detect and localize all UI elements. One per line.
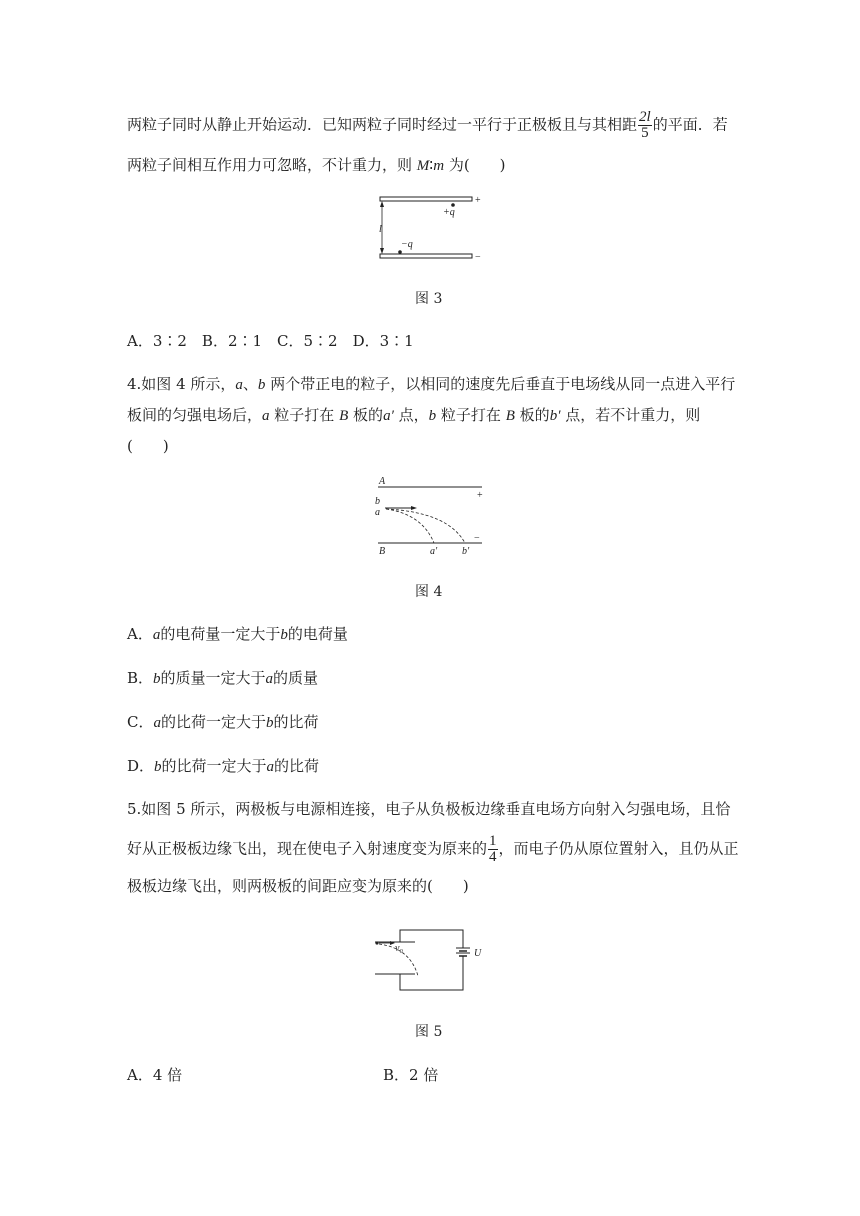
- label-b: b: [375, 496, 380, 507]
- label-a-prime: a′: [430, 546, 438, 557]
- q4-line2-text-d: 点，: [398, 406, 429, 424]
- q5-fraction: [488, 834, 498, 865]
- q4-line2-text-b: 粒子打在: [274, 406, 335, 424]
- negative-plate: [380, 254, 472, 258]
- option-var: b: [266, 715, 274, 731]
- figure-4-caption: 图 4: [415, 584, 443, 600]
- option-prefix: C．: [127, 713, 154, 731]
- q5-line2-text-b: ，而电子仍从原位置射入，且仍从正: [498, 839, 739, 858]
- q4-line1-text-a: 4.如图 4 所示，: [127, 375, 236, 393]
- label-plus-q: +q: [443, 207, 455, 218]
- label-v0: v₀: [395, 943, 403, 954]
- q3-line2-text-b: 为( ): [448, 156, 506, 174]
- label-minus: −: [474, 533, 480, 544]
- q4-text-line3: ( ): [127, 437, 169, 455]
- q5-text-line2: [127, 834, 739, 865]
- figure-3: [370, 192, 490, 264]
- arrow-head-down: [380, 248, 384, 254]
- fraction-denominator: 4: [489, 849, 497, 865]
- label-U: U: [474, 948, 482, 959]
- label-plus: +: [477, 490, 483, 501]
- figure-3-caption: 图 3: [415, 291, 443, 307]
- option-text: 的比荷一定大于: [160, 713, 266, 731]
- label-a: a: [375, 507, 380, 518]
- separator: 、: [242, 375, 258, 393]
- label-B: B: [379, 546, 386, 557]
- q4-option-d: [127, 756, 319, 777]
- q4-line2-text-f: 板的: [519, 406, 550, 424]
- arrow-head-up: [380, 201, 384, 207]
- ratio-symbol: ∶: [429, 156, 434, 174]
- q3-options: A．3∶2 B．2∶1 C．5∶2 D．3∶1: [127, 332, 414, 350]
- q4-text-line1: [127, 374, 735, 395]
- fraction-numerator: 2l: [639, 109, 651, 125]
- var-m: m: [433, 158, 445, 174]
- option-prefix: D．: [127, 757, 155, 775]
- q5-text-line3: 极板边缘飞出，则两极板的间距应变为原来的( ): [127, 877, 469, 895]
- var-B: B: [339, 408, 349, 424]
- option-var: a: [152, 627, 161, 643]
- option-text: 的比荷一定大于: [161, 757, 267, 775]
- q4-line2-text-a: 板间的匀强电场后，: [127, 406, 263, 424]
- q4-line1-text-b: 两个带正电的粒子，以相同的速度先后垂直于电场线从同一点进入平行: [270, 375, 736, 393]
- figure-5: [370, 922, 490, 998]
- option-prefix: A．: [127, 625, 153, 643]
- var-a: a: [235, 377, 243, 393]
- q5-option-a: A．4 倍: [127, 1066, 183, 1084]
- option-var: b: [280, 627, 288, 643]
- var-M: M: [416, 158, 430, 174]
- figure-5-caption: 图 5: [415, 1024, 443, 1040]
- label-minus: −: [475, 252, 481, 263]
- q3-text-line1: [127, 110, 728, 141]
- q4-line2-text-e: 粒子打在: [440, 406, 501, 424]
- option-var: a: [265, 671, 274, 687]
- label-plus: +: [475, 195, 481, 206]
- q4-text-line2: [127, 405, 700, 426]
- q4-option-a: [127, 624, 348, 645]
- var-b-prime: b′: [549, 408, 561, 424]
- q4-line2-text-c: 板的: [353, 406, 384, 424]
- option-text: 的电荷量一定大于: [160, 625, 281, 643]
- q5-text-line1: 5.如图 5 所示，两极板与电源相连接，电子从负极板边缘垂直电场方向射入匀强电场，且恰: [127, 800, 731, 818]
- electron: [375, 941, 378, 944]
- q3-line1-text-b: 的平面．若: [652, 115, 728, 134]
- option-text: 的质量一定大于: [160, 669, 266, 687]
- var-a-prime: a′: [383, 408, 394, 424]
- q5-option-b: B．2 倍: [383, 1066, 439, 1084]
- option-var: b: [154, 759, 162, 775]
- option-text: 的质量: [273, 669, 319, 687]
- velocity-arrow-head: [411, 506, 417, 510]
- q4-option-c: [127, 712, 319, 733]
- label-minus-q: −q: [401, 239, 413, 250]
- q4-option-b: [127, 668, 318, 689]
- q3-text-line2: [127, 155, 506, 176]
- var-a: a: [262, 408, 270, 424]
- option-var: b: [153, 671, 161, 687]
- var-B: B: [505, 408, 515, 424]
- fraction-numerator: 1: [489, 833, 497, 849]
- var-b: b: [428, 408, 437, 424]
- option-var: a: [153, 715, 161, 731]
- trajectory-b: [386, 509, 465, 543]
- label-A: A: [379, 476, 386, 487]
- option-text: 的电荷量: [287, 625, 348, 643]
- var-b: b: [257, 377, 266, 393]
- q5-line2-text-a: 好从正极板边缘飞出，现在使电子入射速度变为原来的: [127, 839, 488, 858]
- fraction-denominator: 5: [641, 125, 649, 141]
- trajectory-a: [386, 509, 434, 543]
- option-text: 的比荷: [273, 713, 319, 731]
- figure-4: [370, 476, 500, 556]
- q3-line1-text-a: 两粒子同时从静止开始运动．已知两粒子同时经过一平行于正极板且与其相距: [127, 115, 638, 134]
- label-b-prime: b′: [462, 546, 470, 557]
- option-var: a: [266, 759, 275, 775]
- circuit-wire: [400, 930, 463, 990]
- option-prefix: B．: [127, 669, 154, 687]
- negative-particle: [398, 250, 402, 254]
- label-l: l: [379, 224, 382, 235]
- q3-line2-text-a: 两粒子间相互作用力可忽略，不计重力，则: [127, 156, 413, 174]
- q4-line2-text-g: 点，若不计重力，则: [565, 406, 701, 424]
- positive-plate: [380, 197, 472, 201]
- option-text: 的比荷: [274, 757, 320, 775]
- q3-fraction: [638, 110, 652, 141]
